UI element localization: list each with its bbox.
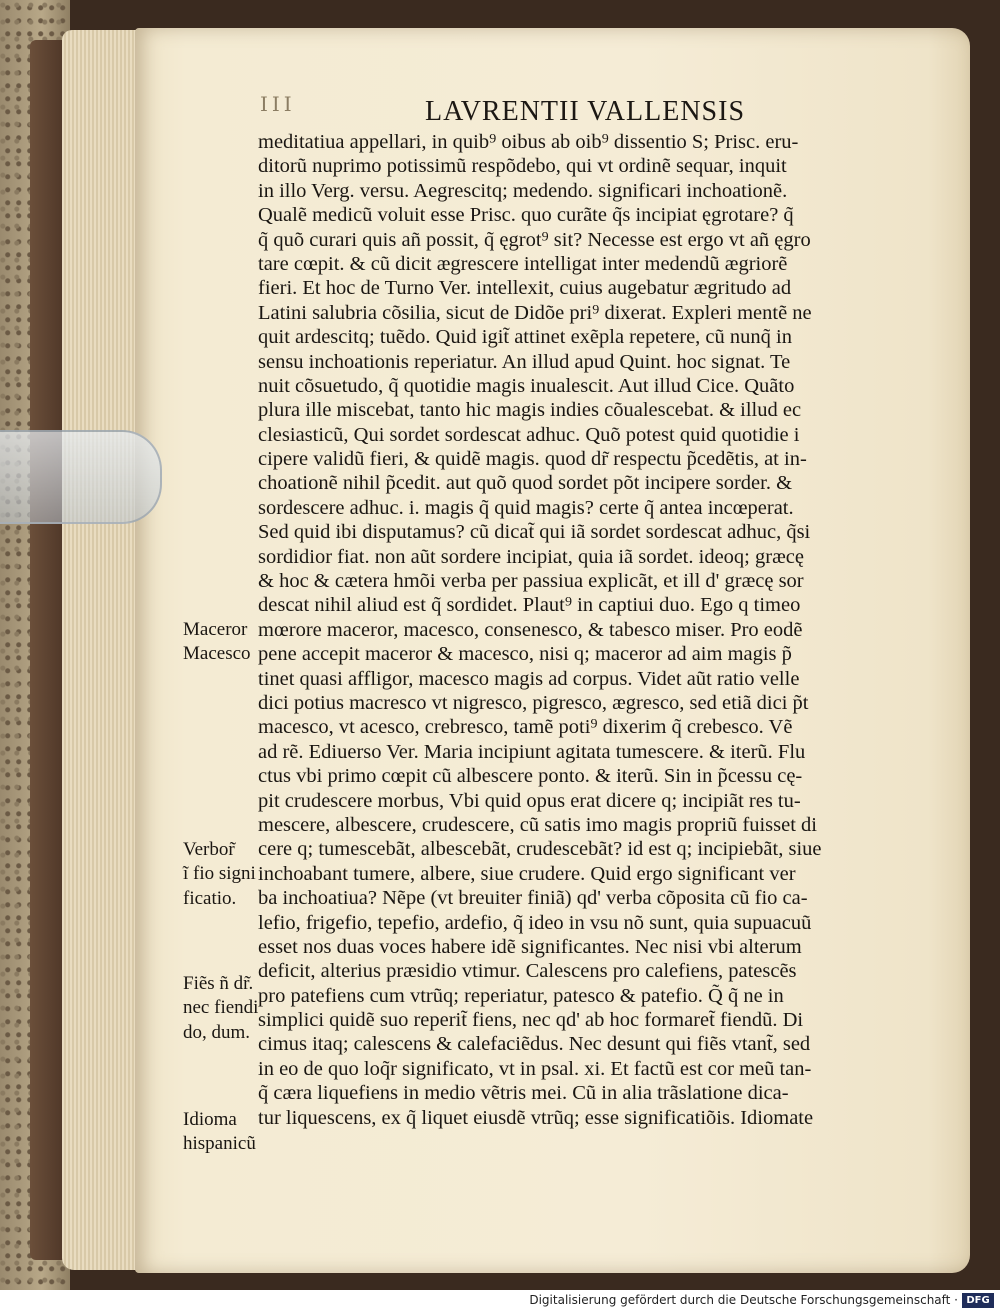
text-line: Sed quid ibi disputamus? cũ dicat̃ qui iã sordet sordescat adhuc, q̃si bbox=[258, 521, 811, 544]
text-line: nuit cõsuetudo, q̃ quotidie magis inualescit. Aut illud Cice. Quãto bbox=[258, 374, 795, 397]
text-line: cimus itaq; calescens & calefaciẽdus. Nec desunt qui fiẽs vtant̃, sed bbox=[258, 1033, 811, 1056]
marginal-line: nec fiendi bbox=[183, 997, 259, 1019]
text-line: pro patefiens cum vtrũq; reperiatur, patesco & patefio. Q̃ q̃ ne in bbox=[258, 984, 784, 1007]
text-line: pene accepit maceror & macesco, nisi q; maceror ad aim magis p̃ bbox=[258, 643, 792, 666]
text-line: descat nihil aliud est q̃ sordidet. Plaut⁹ in captiui duo. Ego q timeo bbox=[258, 594, 801, 617]
marginal-line: Maceror bbox=[183, 619, 248, 640]
text-line: sensu inchoationis reperiatur. An illud apud Quint. hoc signat. Te bbox=[258, 350, 791, 373]
marginal-line: hispanicũ bbox=[183, 1133, 256, 1155]
text-line: meditatiua appellari, in quib⁹ oibus ab oib⁹ dissentio S; Prisc. eru- bbox=[258, 131, 799, 153]
text-line: ad rẽ. Ediuerso Ver. Maria incipiunt agitata tumescere. & iterũ. Flu bbox=[258, 740, 806, 763]
text-line: dici potius macresco vt nigresco, pigresco, ægresco, sed etiã dici p̃t bbox=[258, 691, 809, 714]
marginal-line: Fiẽs ñ dr̃. bbox=[183, 973, 254, 994]
marginal-note-maceror bbox=[183, 618, 271, 667]
running-head: LAVRENTII VALLENSIS bbox=[425, 96, 746, 127]
text-line: & hoc & cætera hmõi verba per passiua explicãt, et ill d' græcę sor bbox=[258, 570, 804, 593]
text-line: macesco, vt acesco, crebresco, tamẽ poti⁹ dixerim q̃ crebesco. Vẽ bbox=[258, 716, 793, 739]
marginal-line: do, dum. bbox=[183, 1021, 251, 1043]
marginal-line: Macesco bbox=[183, 643, 251, 665]
text-line: in eo de quo loq̃r significato, vt in psal. xi. Et factũ est cor meũ tan- bbox=[258, 1057, 812, 1080]
text-line: simplici quidẽ suo reperit̃ fiens, nec qd' ab hoc formaret̃ fiendũ. Di bbox=[258, 1009, 804, 1032]
footer-bar bbox=[0, 1290, 1000, 1312]
text-line: lefio, frigefio, tepefio, ardefio, q̃ ideo in vsu nõ sunt, quia supuacuũ bbox=[258, 911, 812, 934]
marginal-note-idioma bbox=[183, 1108, 271, 1157]
text-line: sordescere adhuc. i. magis q̃ quid magis? certe q̃ antea incœperat. bbox=[258, 496, 794, 519]
text-line: ctus vbi primo cœpit cũ albescere ponto. & iterũ. Sin in p̃cessu cę- bbox=[258, 765, 803, 788]
text-line: esset nos duas voces habere idẽ significantes. Nec nisi vbi alterum bbox=[258, 935, 802, 958]
text-line: mœrore maceror, macesco, consenesco, & tabesco miser. Pro eodẽ bbox=[258, 618, 803, 641]
text-line: inchoabant tumere, albere, siue crudere. Quid ergo significant ver bbox=[258, 862, 796, 885]
text-line: ditorũ nuprimo potissimũ respõdebo, qui vt ordinẽ sequar, inquit bbox=[258, 155, 787, 178]
text-line: ba inchoatiua? Nẽpe (vt breuiter finiã) qd' verba cõposita cũ fio ca- bbox=[258, 887, 808, 910]
text-line: pit crudescere morbus, Vbi quid opus erat dicere q; incipiãt res tu- bbox=[258, 789, 801, 812]
marginal-line: Idioma bbox=[183, 1109, 237, 1130]
text-line: mescere, albescere, crudescere, cũ satis imo magis propriũ fuisset di bbox=[258, 813, 817, 836]
marginal-line: ficatio. bbox=[183, 887, 237, 909]
text-line: sordidior fiat. non aũt sordere incipiat, quia iã sordet. ideoq; græcę bbox=[258, 545, 804, 568]
funding-credit: Digitalisierung gefördert durch die Deutsche Forschungsgemeinschaft · bbox=[529, 1293, 958, 1307]
page-clip bbox=[0, 430, 162, 524]
marginal-line: Verbor̃ bbox=[183, 839, 235, 860]
text-line: quit ardescitq; tuẽdo. Quid igit̃ attinet exẽpla repetere, cũ nunq̃ in bbox=[258, 326, 792, 349]
text-line: cere q; tumescebãt, albescebãt, crudescebãt? id est q; incipiebãt, siue bbox=[258, 838, 822, 861]
text-line: tinet quasi affligor, macesco magis ad corpus. Videt aũt ratio velle bbox=[258, 667, 800, 690]
text-line: in illo Verg. versu. Aegrescitq; medendo. significari inchoationẽ. bbox=[258, 179, 788, 202]
text-line: fieri. Et hoc de Turno Ver. intellexit, cuius augebatur ægritudo ad bbox=[258, 277, 792, 300]
main-text-block bbox=[258, 130, 958, 1130]
page-edges bbox=[62, 30, 142, 1270]
marginal-note-verborum bbox=[183, 838, 271, 911]
text-line: deficit, alterius præsidio vtimur. Calescens pro calefiens, patescẽs bbox=[258, 960, 797, 983]
text-line: cipere validũ fieri, & quidẽ magis. quod dr̃ respectu p̃cedẽtis, at in- bbox=[258, 448, 807, 471]
text-line: clesiasticũ, Qui sordet sordescat adhuc. Quõ potest quid quotidie i bbox=[258, 423, 800, 446]
text-line: q̃ cæra liquefiens in medio vẽtris mei. Cũ in alia trãslatione dica- bbox=[258, 1082, 789, 1105]
text-line: tur liquescens, ex q̃ liquet eiusdẽ vtrũq; esse significatiõis. Idiomate bbox=[258, 1106, 814, 1129]
text-line: plura ille miscebat, tanto hic magis indies cõualescebat. & illud ec bbox=[258, 399, 802, 422]
text-line: q̃ quõ curari quis añ possit, q̃ ęgrot⁹ sit? Necesse est ergo vt añ ęgro bbox=[258, 228, 811, 251]
marginal-note-fiens bbox=[183, 972, 271, 1045]
dfg-logo: DFG bbox=[962, 1293, 994, 1308]
text-line: choationẽ nihil p̃cedit. aut quõ quod sordet põt incipere sorder. & bbox=[258, 472, 793, 495]
marginal-line: ĩ fio signi bbox=[183, 863, 256, 885]
text-line: Latini salubria cõsilia, sicut de Didõe pri⁹ dixerat. Expleri mentẽ ne bbox=[258, 301, 812, 324]
page-number: III bbox=[260, 92, 296, 116]
text-line: tare cœpit. & cũ dicit ægrescere intelligat inter medendũ ægriorẽ bbox=[258, 252, 788, 275]
text-line: Qualẽ medicũ voluit esse Prisc. quo curãte q̃s incipiat ęgrotare? q̃ bbox=[258, 204, 794, 227]
